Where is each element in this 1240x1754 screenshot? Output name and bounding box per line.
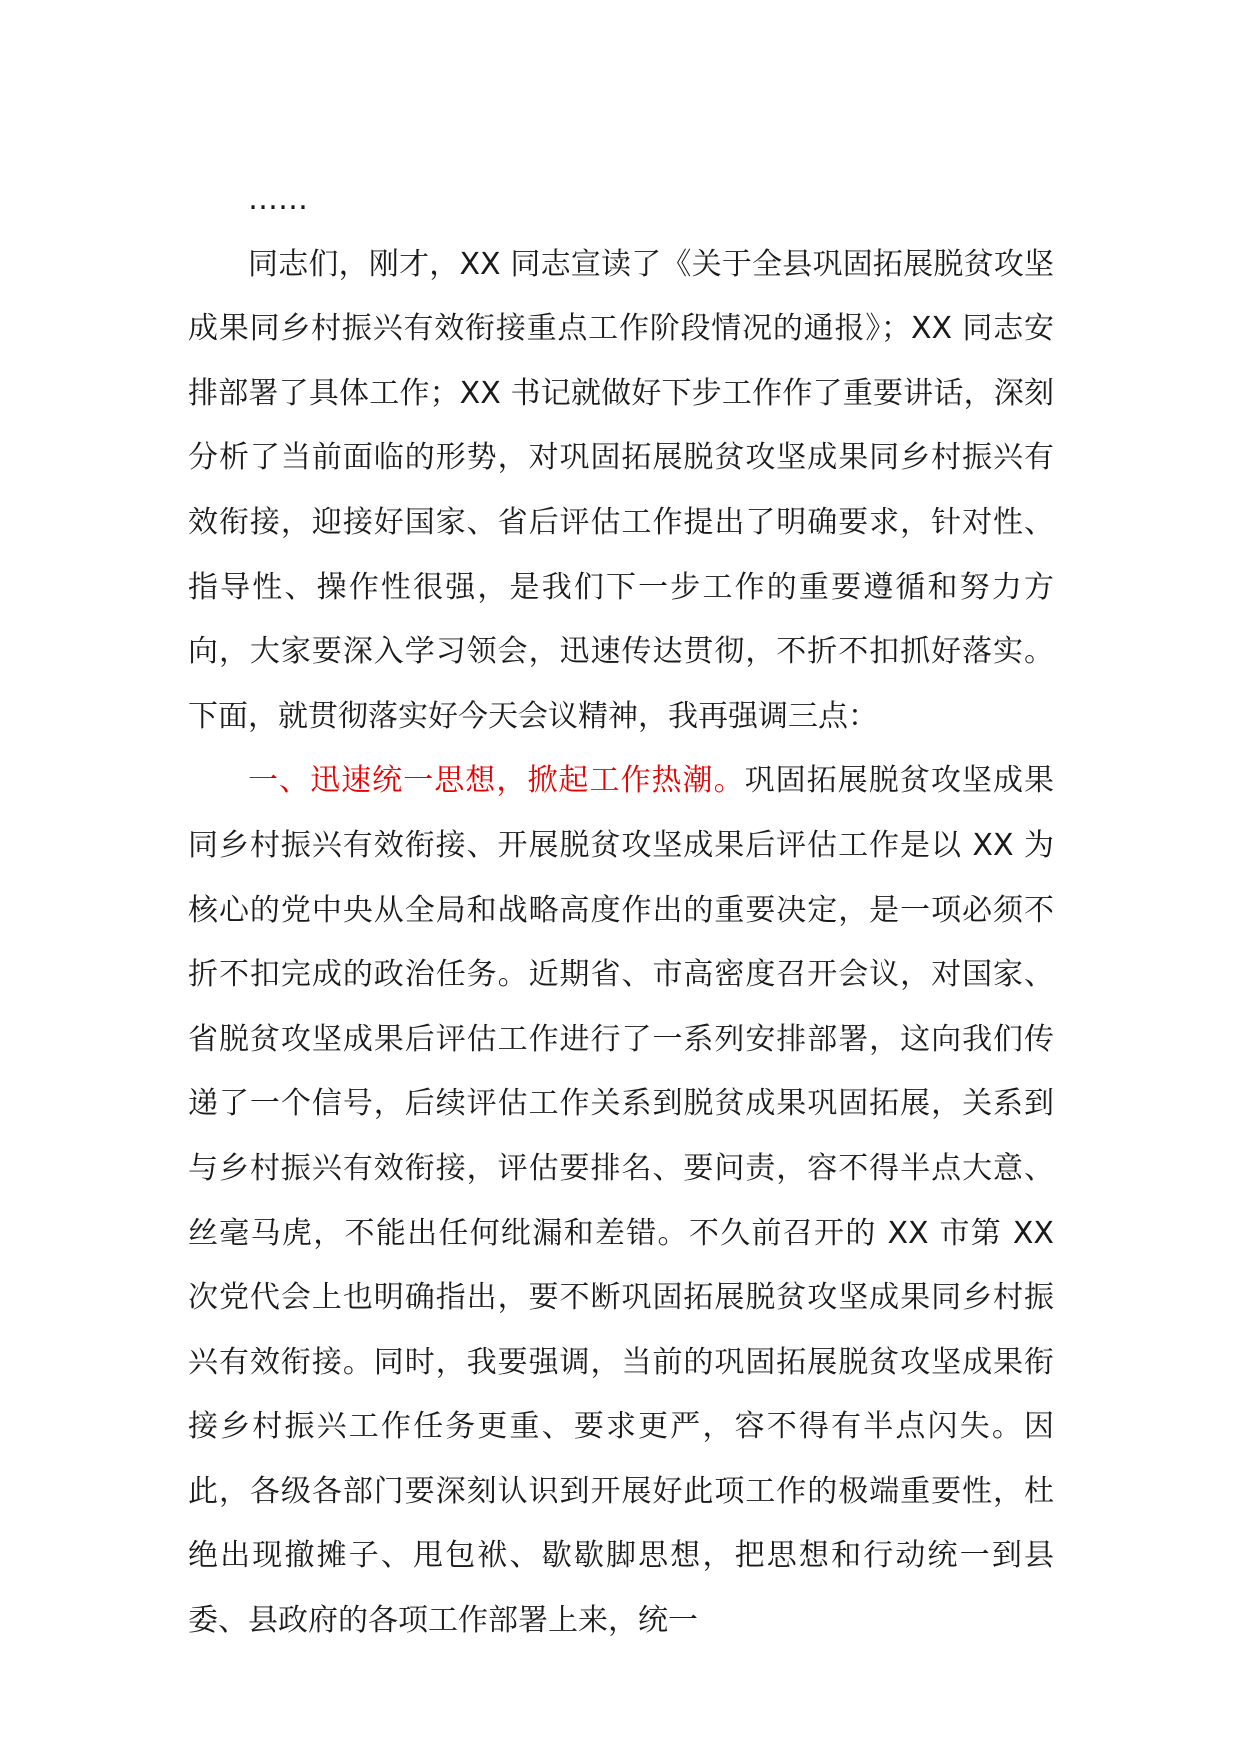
- intro-paragraph: [188, 233, 1054, 750]
- ellipsis-line: ……: [248, 182, 308, 217]
- section-one-heading: 一、迅速统一思想，掀起工作热潮。: [248, 763, 745, 799]
- intro-paragraph-text: 同志们，刚才，XX 同志宣读了《关于全县巩固拓展脱贫攻坚成果同乡村振兴有效衔接重点工作阶段情况的通报》；XX 同志安排部署了具体工作；XX 书记就做好下步工作作了重要讲话，深刻分析了当前面临的形势，对巩固拓展脱贫攻坚成果同乡村振兴有效衔接，迎接好国家、省后评估工作提出了明确要求，针对性、指导性、操作性很强，是我们下一步工作的重要遵循和努力方向，大家要深入学习领会，迅速传达贯彻，不折不扣抓好落实。下面，就贯彻落实好今天会议精神，我再强调三点：: [188, 246, 1054, 734]
- section-one-paragraph: [188, 749, 1054, 1653]
- document-body: [188, 168, 1054, 1654]
- section-one-text: 巩固拓展脱贫攻坚成果同乡村振兴有效衔接、开展脱贫攻坚成果后评估工作是以 XX 为核心的党中央从全局和战略高度作出的重要决定，是一项必须不折不扣完成的政治任务。近期省、市高密度召开会议，对国家、省脱贫攻坚成果后评估工作进行了一系列安排部署，这向我们传递了一个信号，后续评估工作关系到脱贫成果巩固拓展，关系到与乡村振兴有效衔接，评估要排名、要问责，容不得半点大意、丝毫马虎，不能出任何纰漏和差错。不久前召开的 XX 市第 XX 次党代会上也明确指出，要不断巩固拓展脱贫攻坚成果同乡村振兴有效衔接。同时，我要强调，当前的巩固拓展脱贫攻坚成果衔接乡村振兴工作任务更重、要求更严，容不得有半点闪失。因此，各级各部门要深刻认识到开展好此项工作的极端重要性，杜绝出现撤摊子、甩包袱、歇歇脚思想，把思想和行动统一到县委、县政府的各项工作部署上来，统一: [188, 763, 1055, 1639]
